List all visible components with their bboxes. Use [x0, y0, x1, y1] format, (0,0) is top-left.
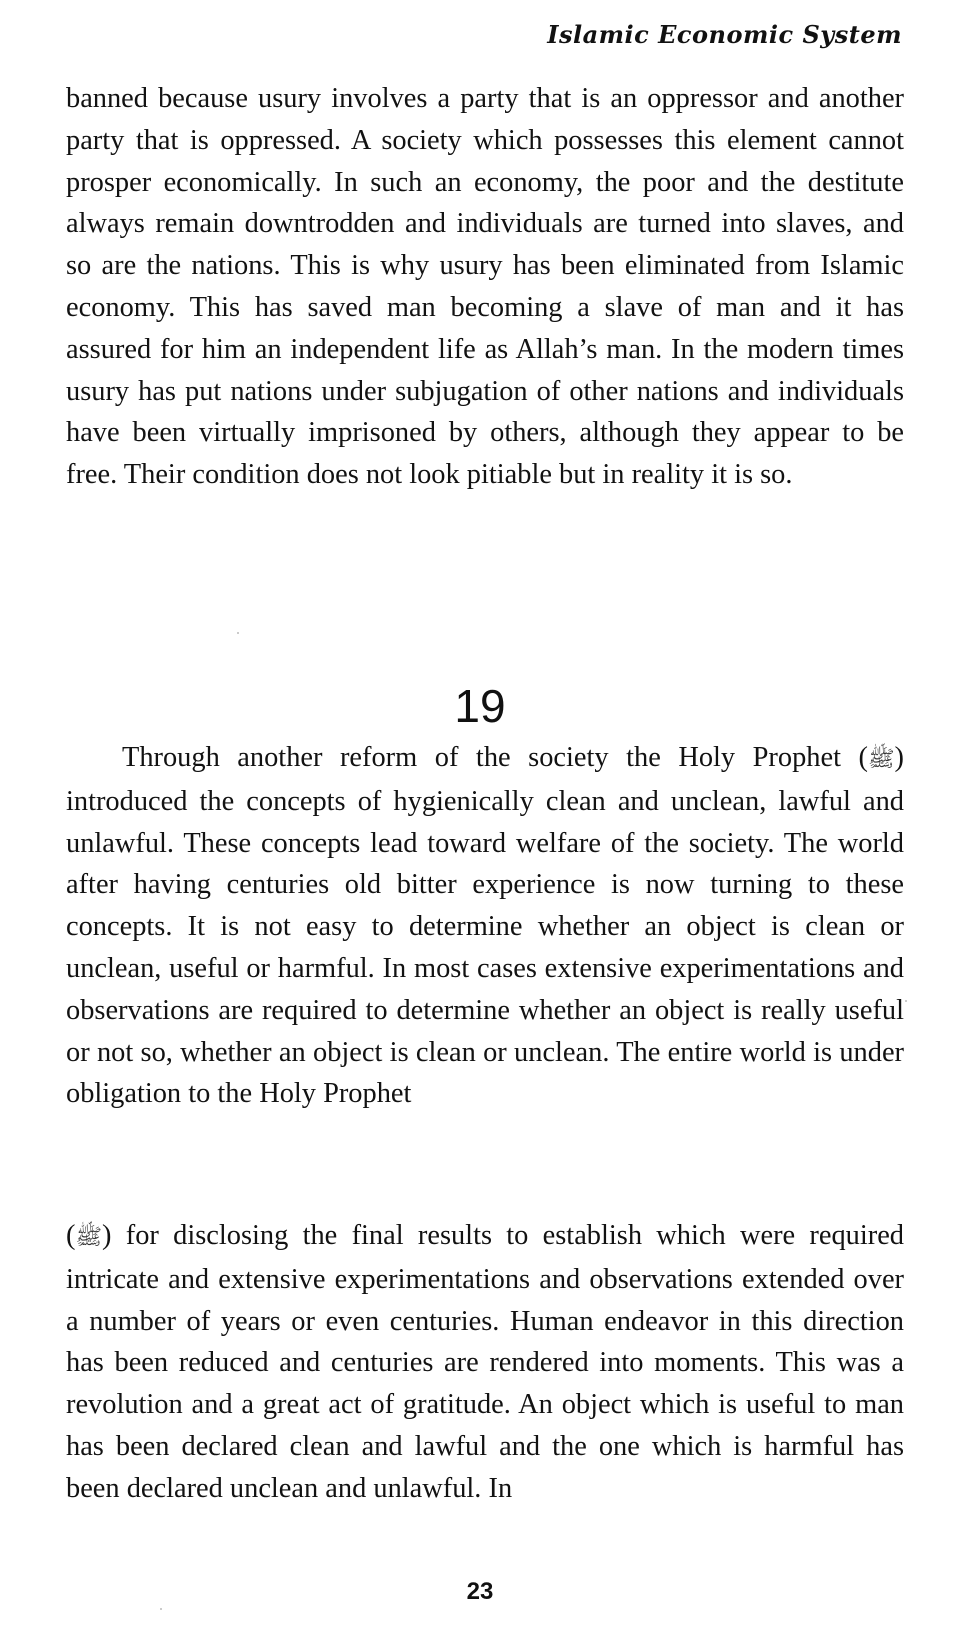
scan-speck — [905, 1000, 907, 1002]
paragraph-text-start: Through another reform of the society the Holy Prophet ( — [122, 742, 868, 773]
page-number: 23 — [466, 1578, 494, 1605]
paragraph-final-results — [66, 1215, 904, 1510]
scan-speck — [237, 632, 239, 634]
paragraph-text-rest: ) introduced the concepts of hygienically clean and unclean, lawful and unlawful. These concepts lead toward welfare of the society. The world after having centuries old bitter experience is now turning to these concepts. It is not easy to determine whether an object is clean or unclean, useful or harmful. In most cases extensive experimentations and observations are required to determine whether an object is really useful or not so, whether an object is clean or unclean. The entire world is under obligation to the Holy Prophet — [66, 742, 904, 1110]
salutation-seal: ﷺ — [75, 1225, 103, 1250]
salutation-seal: ﷺ — [867, 747, 895, 772]
paragraph-text-start: ( — [66, 1220, 76, 1251]
paragraph-text-rest: ) for disclosing the final results to establish which were required intricate and extensive experimentations and observations extended over a number of years or even centuries. Human endeavor in this direction has been reduced and centuries are rendered into moments. This was a revolution and a great act of gratitude. An object which is useful to man has been declared clean and lawful and the one which is harmful has been declared unclean and unlawful. In — [66, 1220, 904, 1504]
running-header: Islamic Economic System — [547, 20, 902, 49]
paragraph-clean-unclean — [66, 737, 904, 1115]
scan-speck — [160, 1608, 162, 1610]
section-number: 19 — [454, 680, 506, 732]
paragraph-usury: banned because usury involves a party that is an oppressor and another party that is oppressed. A society which possesses this element cannot prosper economically. In such an economy, the poor and the destitute always remain downtrodden and individuals are turned into slaves, and so are the nations. This is why usury has been eliminated from Islamic economy. This has saved man becoming a slave of man and it has assured for him an independent life as Allah’s man. In the modern times usury has put nations under subjugation of other nations and individuals have been virtually imprisoned by others, although they appear to be free. Their condition does not look pitiable but in reality it is so. — [66, 83, 904, 491]
